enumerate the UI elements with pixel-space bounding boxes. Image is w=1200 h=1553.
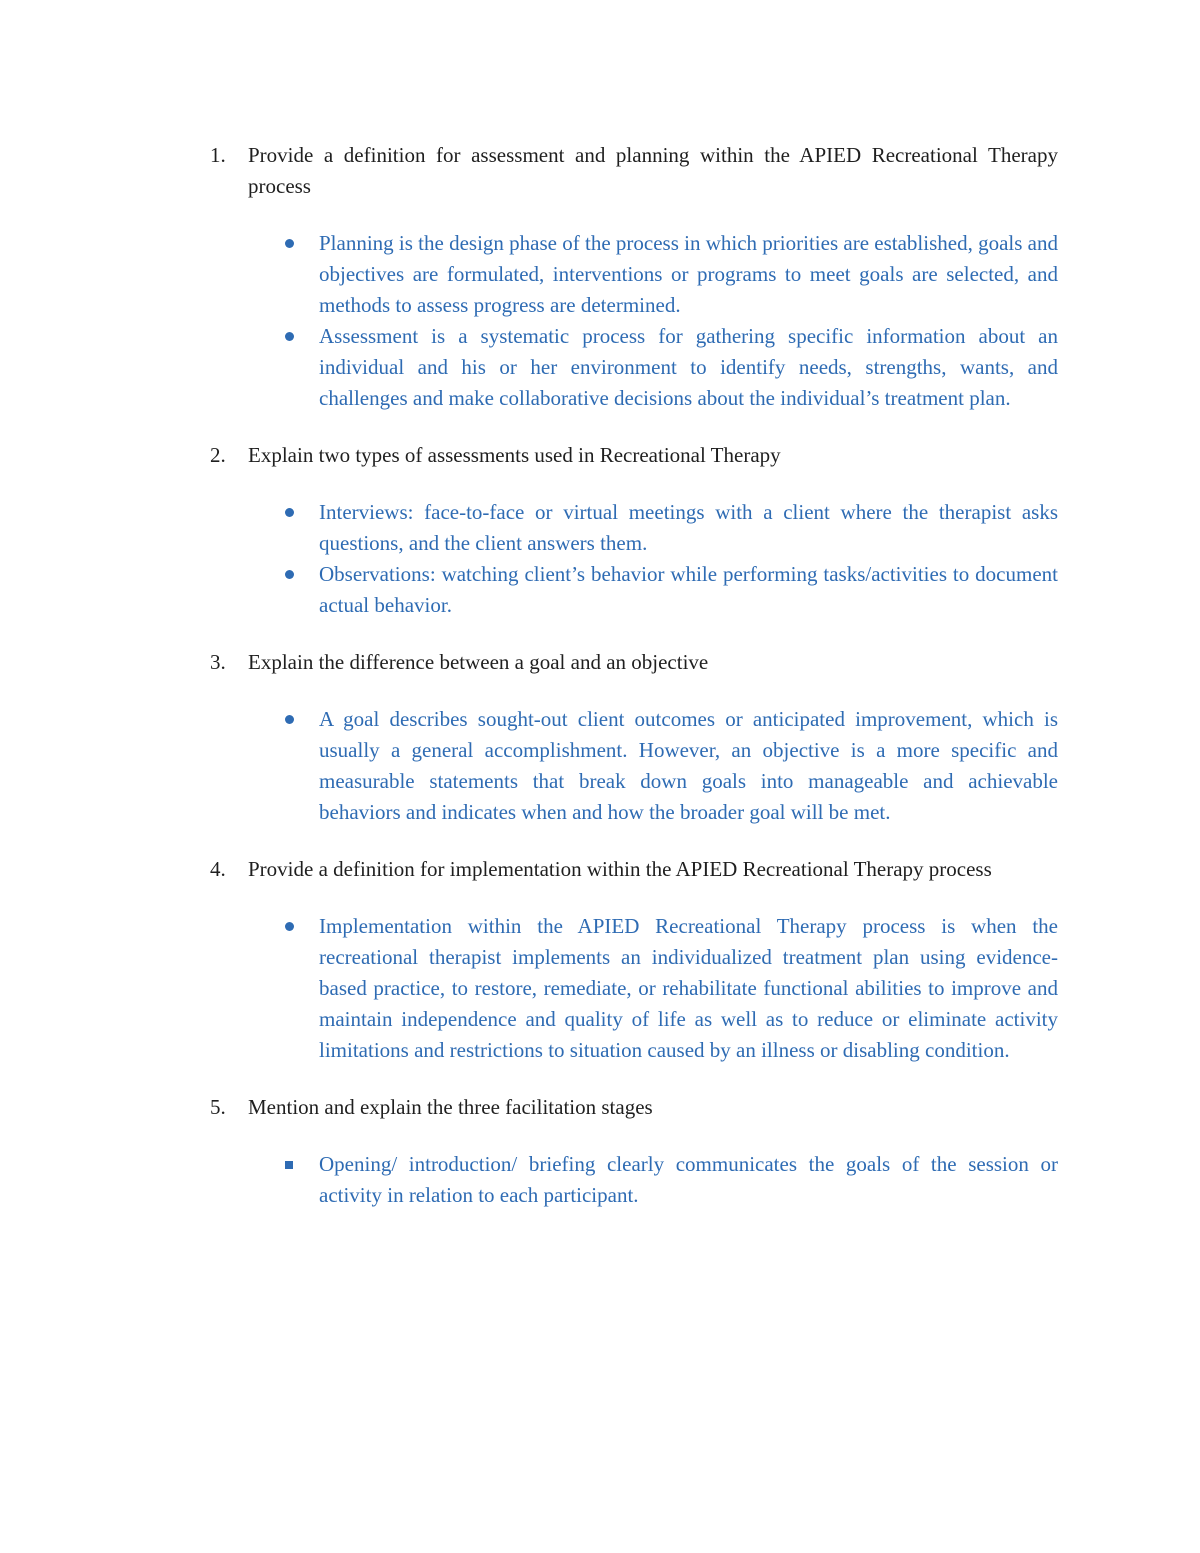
answer-list [210,1149,1058,1211]
question-number: 4. [210,857,226,881]
answer-text: Interviews: face-to-face or virtual meetings with a client where the therapist asks questions, and the client answers them. [319,500,1058,555]
bullet-icon [285,570,294,579]
answer-item [210,1149,1058,1211]
question-number: 3. [210,650,226,674]
answer-text: A goal describes sought-out client outcomes or anticipated improvement, which is usually a general accomplishment. However, an objective is a more specific and measurable statements that break down goals into manageable and achievable behaviors and indicates when and how the broader goal will be met. [319,707,1058,824]
answer-text: Implementation within the APIED Recreational Therapy process is when the recreational therapist implements an individualized treatment plan using evidence-based practice, to restore, remediate, or rehabilitate functional abilities to improve and maintain independence and quality of life as well as to reduce or eliminate activity limitations and restrictions to situation caused by an illness or disabling condition. [319,914,1058,1062]
square-bullet-icon [285,1161,293,1169]
answer-item [210,911,1058,1066]
answer-item [210,704,1058,828]
answer-item [210,228,1058,321]
bullet-icon [285,332,294,341]
answer-text: Opening/ introduction/ briefing clearly communicates the goals of the session or activity in relation to each participant. [319,1152,1058,1207]
bullet-icon [285,239,294,248]
answer-text: Observations: watching client’s behavior while performing tasks/activities to document actual behavior. [319,562,1058,617]
answer-text: Assessment is a systematic process for gathering specific information about an individual and his or her environment to identify needs, strengths, wants, and challenges and make collaborative decisions about the individual’s treatment plan. [319,324,1058,410]
question-2 [210,440,1058,471]
answer-text: Planning is the design phase of the process in which priorities are established, goals and objectives are formulated, interventions or programs to meet goals are selected, and methods to assess progress are determined. [319,231,1058,317]
question-number: 1. [210,143,226,167]
question-number: 2. [210,443,226,467]
document-content [210,140,1058,1237]
question-1 [210,140,1058,202]
question-number: 5. [210,1095,226,1119]
bullet-icon [285,922,294,931]
question-3 [210,647,1058,678]
question-4 [210,854,1058,885]
answer-item [210,559,1058,621]
answer-list [210,911,1058,1066]
answer-list [210,228,1058,414]
question-text: Provide a definition for implementation within the APIED Recreational Therapy process [248,857,992,881]
answer-list [210,497,1058,621]
answer-item [210,321,1058,414]
bullet-icon [285,508,294,517]
question-5 [210,1092,1058,1123]
bullet-icon [285,715,294,724]
question-text: Explain two types of assessments used in Recreational Therapy [248,443,781,467]
answer-item [210,497,1058,559]
question-text: Explain the difference between a goal and an objective [248,650,709,674]
question-text: Mention and explain the three facilitation stages [248,1095,653,1119]
question-text: Provide a definition for assessment and planning within the APIED Recreational Therapy process [248,143,1058,198]
answer-list [210,704,1058,828]
